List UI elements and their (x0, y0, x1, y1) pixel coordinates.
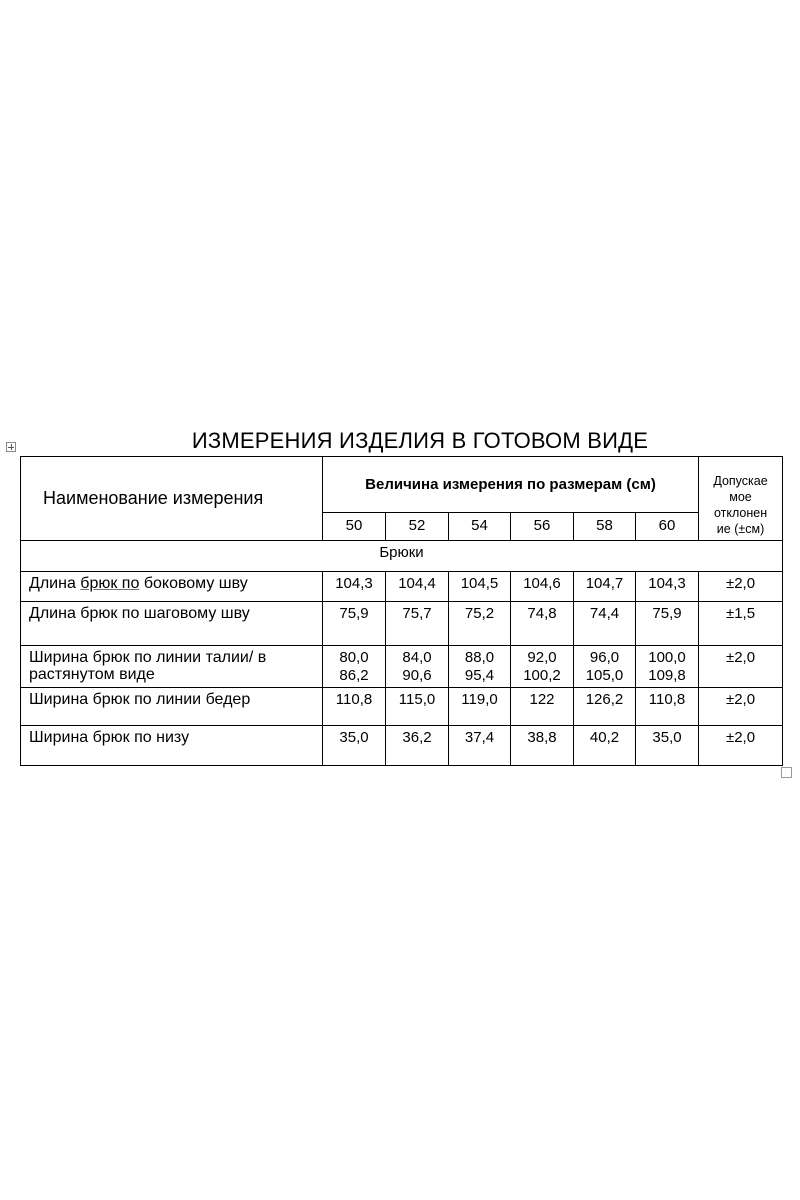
value-cell: 104,5 (449, 572, 511, 602)
size-header: 54 (449, 513, 511, 541)
value-line: 90,6 (402, 667, 432, 684)
value-cell (386, 646, 449, 688)
value-cell: 104,6 (511, 572, 574, 602)
tolerance-cell: ±1,5 (699, 602, 783, 646)
value-cell: 37,4 (449, 726, 511, 766)
value-cell (449, 646, 511, 688)
tolerance-header-line: Допускае (713, 474, 768, 488)
tolerance-cell: ±2,0 (699, 572, 783, 602)
size-header: 50 (323, 513, 386, 541)
tolerance-cell: ±2,0 (699, 646, 783, 688)
value-cell: 75,2 (449, 602, 511, 646)
tolerance-column-header (699, 457, 783, 541)
value-cell: 104,3 (636, 572, 699, 602)
value-cell (323, 646, 386, 688)
value-cell: 75,9 (636, 602, 699, 646)
value-line: 95,4 (464, 667, 495, 684)
measurement-name (21, 572, 323, 602)
tolerance-cell: ±2,0 (699, 726, 783, 766)
value-cell (511, 646, 574, 688)
measurement-name: Длина брюк по шаговому шву (21, 602, 323, 646)
value-cell: 104,7 (574, 572, 636, 602)
name-column-header: Наименование измерения (21, 457, 323, 541)
size-header: 52 (386, 513, 449, 541)
measurement-name (21, 646, 323, 688)
measurement-name: Ширина брюк по низу (21, 726, 323, 766)
value-cell: 119,0 (449, 688, 511, 726)
value-cell (574, 646, 636, 688)
measurements-table (20, 456, 783, 766)
value-line: 96,0 (589, 649, 620, 666)
value-line: 100,0 (648, 649, 686, 666)
value-cell: 104,4 (386, 572, 449, 602)
section-header: Брюки (21, 541, 783, 572)
tolerance-header-line: отклонен (713, 506, 768, 520)
value-cell: 38,8 (511, 726, 574, 766)
value-cell: 35,0 (323, 726, 386, 766)
value-cell: 75,7 (386, 602, 449, 646)
value-line: 105,0 (585, 667, 624, 684)
values-column-header: Величина измерения по размерам (см) (323, 457, 699, 513)
value-line: 92,0 (527, 649, 557, 666)
value-cell: 40,2 (574, 726, 636, 766)
size-header: 60 (636, 513, 699, 541)
value-line: 84,0 (402, 649, 432, 666)
tolerance-cell: ±2,0 (699, 688, 783, 726)
table-resize-handle-icon[interactable] (781, 767, 792, 778)
measurement-name-line: Ширина брюк по линии талии/ в (29, 649, 267, 666)
table-row (21, 602, 783, 646)
value-cell: 74,8 (511, 602, 574, 646)
size-header: 56 (511, 513, 574, 541)
value-cell: 74,4 (574, 602, 636, 646)
table-row (21, 646, 783, 688)
value-line: 80,0 (339, 649, 369, 666)
value-line: 88,0 (464, 649, 495, 666)
value-cell (636, 646, 699, 688)
value-line: 86,2 (339, 667, 369, 684)
measurement-name: Ширина брюк по линии бедер (21, 688, 323, 726)
measurement-name-part: боковому шву (139, 575, 248, 592)
value-cell: 75,9 (323, 602, 386, 646)
measurement-name-line: растянутом виде (29, 666, 155, 683)
value-cell: 110,8 (636, 688, 699, 726)
value-cell: 115,0 (386, 688, 449, 726)
document-title: ИЗМЕРЕНИЯ ИЗДЕЛИЯ В ГОТОВОМ ВИДЕ (191, 428, 649, 453)
value-cell: 122 (511, 688, 574, 726)
value-cell: 36,2 (386, 726, 449, 766)
value-cell: 104,3 (323, 572, 386, 602)
value-cell: 126,2 (574, 688, 636, 726)
value-line: 100,2 (523, 667, 561, 684)
measurement-name-part: Длина (29, 575, 81, 592)
tolerance-header-line: ие (±см) (716, 522, 765, 536)
value-line: 109,8 (648, 667, 686, 684)
table-row (21, 726, 783, 766)
value-cell: 110,8 (323, 688, 386, 726)
size-header: 58 (574, 513, 636, 541)
table-row (21, 572, 783, 602)
spellcheck-underlined-text: брюк по (80, 575, 140, 592)
value-cell: 35,0 (636, 726, 699, 766)
tolerance-header-line: мое (729, 490, 752, 504)
table-row (21, 688, 783, 726)
